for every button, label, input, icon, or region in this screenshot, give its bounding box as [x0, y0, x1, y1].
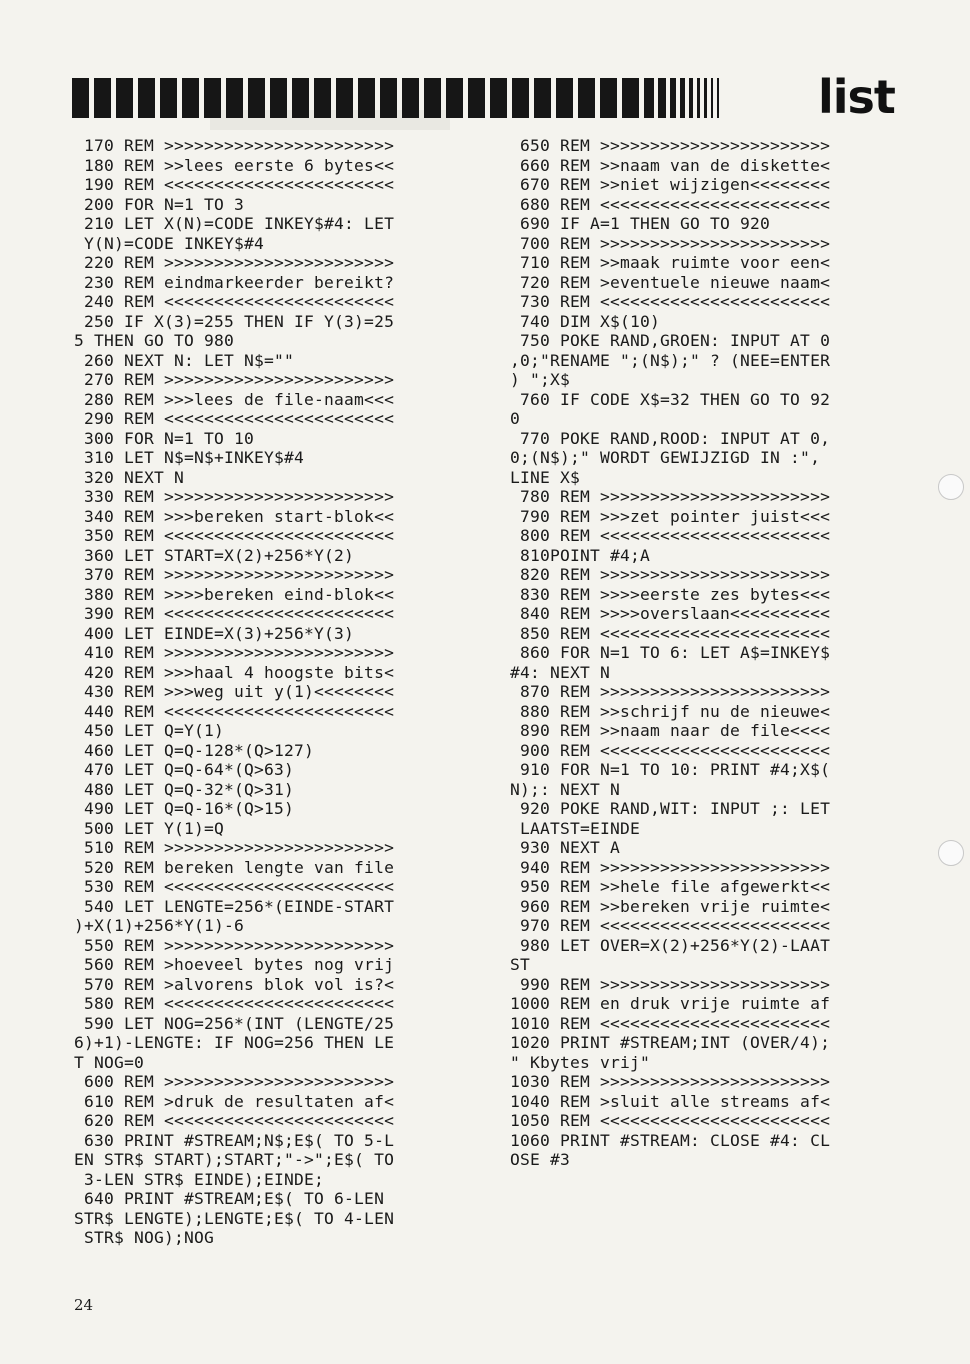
code-line: 450 LET Q=Y(1): [74, 721, 225, 740]
punch-hole: [938, 840, 964, 866]
code-line: 680 REM <<<<<<<<<<<<<<<<<<<<<<<: [510, 194, 831, 214]
code-line: 780 REM >>>>>>>>>>>>>>>>>>>>>>>: [510, 487, 831, 506]
code-line: 740 DIM X$(10): [510, 311, 661, 331]
code-line: 190 REM <<<<<<<<<<<<<<<<<<<<<<<: [74, 175, 395, 194]
code-line: 350 REM <<<<<<<<<<<<<<<<<<<<<<<: [74, 526, 395, 545]
code-line: 700 REM >>>>>>>>>>>>>>>>>>>>>>>: [510, 233, 831, 253]
code-line: 860 FOR N=1 TO 6: LET A$=INKEY$: [510, 643, 831, 662]
code-line: ,0;"RENAME ";(N$);" ? (NEE=ENTER: [510, 350, 831, 370]
code-line: 480 LET Q=Q-32*(Q>31): [74, 779, 295, 799]
code-line: 850 REM <<<<<<<<<<<<<<<<<<<<<<<: [510, 623, 831, 643]
code-line: 440 REM <<<<<<<<<<<<<<<<<<<<<<<: [74, 701, 395, 721]
code-line: LINE X$: [510, 467, 581, 487]
code-line: 220 REM >>>>>>>>>>>>>>>>>>>>>>>: [74, 253, 395, 272]
code-line: 760 IF CODE X$=32 THEN GO TO 92: [510, 389, 831, 409]
code-line: 870 REM >>>>>>>>>>>>>>>>>>>>>>>: [510, 682, 831, 701]
brand-logo: list: [818, 70, 895, 124]
code-line: 550 REM >>>>>>>>>>>>>>>>>>>>>>>: [74, 935, 395, 955]
code-line: 750 POKE RAND,GROEN: INPUT AT 0: [510, 331, 831, 350]
code-line: 6)+1)-LENGTE: IF NOG=256 THEN LE: [74, 1033, 395, 1052]
header-bar-decoration: [72, 78, 676, 118]
code-line: 630 PRINT #STREAM;N$;E$( TO 5-L: [74, 1130, 395, 1150]
code-line: 620 REM <<<<<<<<<<<<<<<<<<<<<<<: [74, 1111, 395, 1130]
code-line: LAATST=EINDE: [510, 818, 641, 838]
code-line: 370 REM >>>>>>>>>>>>>>>>>>>>>>>: [74, 565, 395, 584]
code-line: 490 LET Q=Q-16*(Q>15): [74, 799, 295, 818]
code-line: 770 POKE RAND,ROOD: INPUT AT 0,: [510, 428, 831, 448]
code-line: 3-LEN STR$ EINDE);EINDE;: [74, 1169, 325, 1189]
code-line: 420 REM >>>haal 4 hoogste bits<: [74, 662, 395, 682]
code-line: 0;(N$);" WORDT GEWIJZIGD IN :",: [510, 448, 821, 467]
code-line: 600 REM >>>>>>>>>>>>>>>>>>>>>>>: [74, 1072, 395, 1091]
code-line: 540 LET LENGTE=256*(EINDE-START: [74, 896, 395, 916]
listing-left-column: [74, 136, 394, 1248]
code-line: 310 LET N$=N$+INKEY$#4: [74, 448, 305, 467]
listing-right-column: [510, 136, 830, 1170]
code-line: 530 REM <<<<<<<<<<<<<<<<<<<<<<<: [74, 877, 395, 896]
code-line: 240 REM <<<<<<<<<<<<<<<<<<<<<<<: [74, 292, 395, 311]
punch-hole: [938, 474, 964, 500]
code-line: 810POINT #4;A: [510, 545, 651, 565]
code-line: 660 REM >>naam van de diskette<: [510, 155, 831, 175]
code-line: 400 LET EINDE=X(3)+256*Y(3): [74, 623, 355, 643]
code-line: 230 REM eindmarkeerder bereikt?: [74, 272, 395, 292]
code-line: ) ";X$: [510, 370, 571, 389]
code-line: 210 LET X(N)=CODE INKEY$#4: LET: [74, 214, 395, 233]
code-line: 180 REM >>lees eerste 6 bytes<<: [74, 155, 395, 175]
code-line: 1010 REM <<<<<<<<<<<<<<<<<<<<<<<: [510, 1013, 831, 1033]
code-line: 410 REM >>>>>>>>>>>>>>>>>>>>>>>: [74, 643, 395, 662]
code-line: 5 THEN GO TO 980: [74, 331, 235, 350]
code-line: 470 LET Q=Q-64*(Q>63): [74, 760, 295, 779]
code-line: 820 REM >>>>>>>>>>>>>>>>>>>>>>>: [510, 565, 831, 584]
code-line: 990 REM >>>>>>>>>>>>>>>>>>>>>>>: [510, 974, 831, 994]
code-line: 790 REM >>>zet pointer juist<<<: [510, 506, 831, 526]
code-line: 340 REM >>>bereken start-blok<<: [74, 506, 395, 526]
code-line: 930 NEXT A: [510, 838, 621, 857]
code-line: 730 REM <<<<<<<<<<<<<<<<<<<<<<<: [510, 292, 831, 311]
code-line: 510 REM >>>>>>>>>>>>>>>>>>>>>>>: [74, 838, 395, 857]
code-line: Y(N)=CODE INKEY$#4: [74, 233, 265, 253]
code-line: 970 REM <<<<<<<<<<<<<<<<<<<<<<<: [510, 916, 831, 935]
code-line: 290 REM <<<<<<<<<<<<<<<<<<<<<<<: [74, 409, 395, 428]
code-line: 570 REM >alvorens blok vol is?<: [74, 974, 395, 994]
code-line: 1060 PRINT #STREAM: CLOSE #4: CL: [510, 1130, 831, 1150]
code-line: 830 REM >>>>eerste zes bytes<<<: [510, 584, 831, 604]
code-line: 900 REM <<<<<<<<<<<<<<<<<<<<<<<: [510, 740, 831, 760]
code-line: EN STR$ START);START;"->";E$( TO: [74, 1150, 395, 1169]
code-line: 330 REM >>>>>>>>>>>>>>>>>>>>>>>: [74, 487, 395, 506]
code-line: 960 REM >>bereken vrije ruimte<: [510, 896, 831, 916]
code-line: 280 REM >>>lees de file-naam<<<: [74, 389, 395, 409]
code-line: 500 LET Y(1)=Q: [74, 818, 225, 838]
code-line: 1040 REM >sluit alle streams af<: [510, 1091, 831, 1111]
code-line: 260 NEXT N: LET N$="": [74, 350, 295, 370]
code-line: 610 REM >druk de resultaten af<: [74, 1091, 395, 1111]
code-line: 920 POKE RAND,WIT: INPUT ;: LET: [510, 799, 831, 818]
code-line: 250 IF X(3)=255 THEN IF Y(3)=25: [74, 311, 395, 331]
code-line: 200 FOR N=1 TO 3: [74, 194, 245, 214]
code-line: 320 NEXT N: [74, 467, 185, 487]
code-line: 800 REM <<<<<<<<<<<<<<<<<<<<<<<: [510, 526, 831, 545]
code-line: 940 REM >>>>>>>>>>>>>>>>>>>>>>>: [510, 857, 831, 877]
code-line: 720 REM >eventuele nieuwe naam<: [510, 272, 831, 292]
code-line: 590 LET NOG=256*(INT (LENGTE/25: [74, 1013, 395, 1033]
code-line: 1020 PRINT #STREAM;INT (OVER/4);: [510, 1033, 831, 1052]
code-line: 690 IF A=1 THEN GO TO 920: [510, 214, 771, 233]
code-line: 950 REM >>hele file afgewerkt<<: [510, 877, 831, 896]
code-line: 910 FOR N=1 TO 10: PRINT #4;X$(: [510, 760, 831, 779]
code-line: 560 REM >hoeveel bytes nog vrij: [74, 955, 395, 974]
code-line: 840 REM >>>>overslaan<<<<<<<<<<: [510, 604, 831, 623]
code-line: " Kbytes vrij": [510, 1052, 651, 1072]
code-line: T NOG=0: [74, 1052, 145, 1072]
code-line: STR$ LENGTE);LENGTE;E$( TO 4-LEN: [74, 1208, 395, 1228]
page-number: 24: [74, 1296, 94, 1314]
code-line: 300 FOR N=1 TO 10: [74, 428, 255, 448]
code-line: STR$ NOG);NOG: [74, 1228, 215, 1247]
code-line: 520 REM bereken lengte van file: [74, 857, 395, 877]
code-line: 580 REM <<<<<<<<<<<<<<<<<<<<<<<: [74, 994, 395, 1013]
code-line: 640 PRINT #STREAM;E$( TO 6-LEN: [74, 1189, 385, 1208]
code-line: 670 REM >>niet wijzigen<<<<<<<<: [510, 175, 831, 194]
code-line: 0: [510, 409, 521, 428]
code-line: 170 REM >>>>>>>>>>>>>>>>>>>>>>>: [74, 136, 395, 155]
code-line: 1000 REM en druk vrije ruimte af: [510, 994, 831, 1013]
code-line: 270 REM >>>>>>>>>>>>>>>>>>>>>>>: [74, 370, 395, 389]
code-line: 890 REM >>naam naar de file<<<<: [510, 721, 831, 740]
code-line: 1050 REM <<<<<<<<<<<<<<<<<<<<<<<: [510, 1111, 831, 1130]
code-line: 650 REM >>>>>>>>>>>>>>>>>>>>>>>: [510, 136, 831, 155]
code-line: 460 LET Q=Q-128*(Q>127): [74, 740, 315, 760]
code-line: 360 LET START=X(2)+256*Y(2): [74, 545, 355, 565]
code-line: )+X(1)+256*Y(1)-6: [74, 916, 245, 935]
code-line: 430 REM >>>weg uit y(1)<<<<<<<<: [74, 682, 395, 701]
code-line: 710 REM >>maak ruimte voor een<: [510, 253, 831, 272]
code-line: #4: NEXT N: [510, 662, 611, 682]
code-line: 980 LET OVER=X(2)+256*Y(2)-LAAT: [510, 935, 831, 955]
code-line: 390 REM <<<<<<<<<<<<<<<<<<<<<<<: [74, 604, 395, 623]
code-line: 1030 REM >>>>>>>>>>>>>>>>>>>>>>>: [510, 1072, 831, 1091]
code-line: OSE #3: [510, 1150, 571, 1169]
code-line: N);: NEXT N: [510, 779, 621, 799]
code-line: 380 REM >>>>bereken eind-blok<<: [74, 584, 395, 604]
code-line: ST: [510, 955, 531, 974]
code-line: 880 REM >>schrijf nu de nieuwe<: [510, 701, 831, 721]
